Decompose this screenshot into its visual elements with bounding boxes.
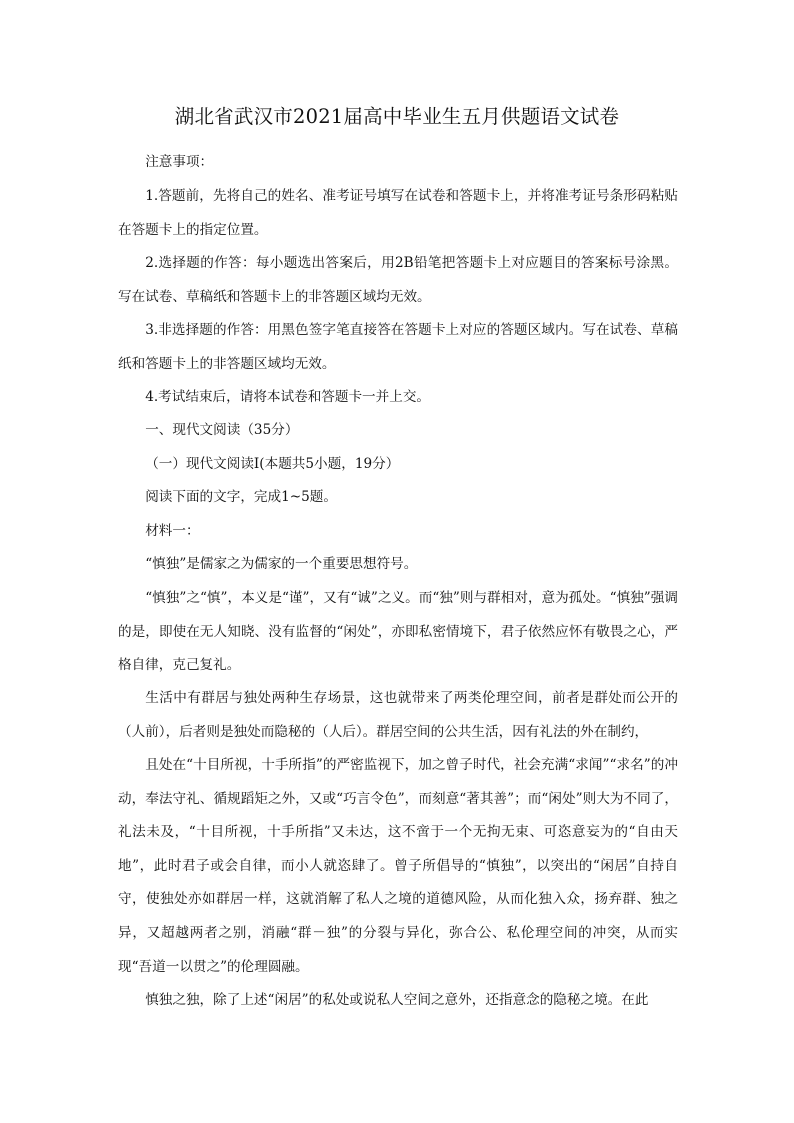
section-heading: 一、现代文阅读（35分） <box>145 422 299 438</box>
document-title: 湖北省武汉市2021届高中毕业生五月供题语文试卷 <box>174 105 620 128</box>
notice-heading: 注意事项： <box>145 154 214 170</box>
subsection-heading: （一）现代文阅读Ⅰ(本题共5小题，19分） <box>145 456 400 472</box>
notice-item-1: 1.答题前，先将自己的姓名、准考证号填写在试卷和答题卡上，并将准考证号条形码粘贴在答题卡上的指定位置。 <box>118 188 678 238</box>
notice-item-3: 3.非选择题的作答：用黑色签字笔直接答在答题卡上对应的答题区域内。写在试卷、草稿纸和答题卡上的非答题区域均无效。 <box>118 322 678 372</box>
material-label: 材料一： <box>145 523 200 539</box>
body-paragraph-2: “慎独”之“慎”，本义是“谨”，又有“诚”之义。而“独”则与群相对，意为孤处。“慎独”强调的是，即使在无人知晓、没有监督的“闲处”，亦即私密情境下，君子依然应怀有敬畏之心，严格自律，克己复礼。 <box>118 590 678 674</box>
body-paragraph-1: “慎独”是儒家之为儒家的一个重要思想符号。 <box>145 556 418 572</box>
body-paragraph-4: 且处在“十目所视，十手所指”的严密监视下，加之曾子时代，社会充满“求闻”“求名”的冲动，奉法守礼、循规蹈矩之外，又或“巧言令色”，而刻意“著其善”；而“闲处”则大为不同了，礼法未及，“十目所视，十手所指”又未达，这不啻于一个无拘无束、可恣意妄为的“自由天地”，此时君子或会自律，而小人就恣肆了。曾子所倡导的“慎独”，以突出的“闲居”自持自守，使独处亦如群居一样，这就消解了私人之境的道德风险，从而化独入众，扬弃群、独之异，又超越两者之别，消融“群－独”的分裂与异化，弥合公、私伦理空间的冲突，从而实现“吾道一以贯之”的伦理圆融。 <box>118 757 678 975</box>
body-paragraph-3: 生活中有群居与独处两种生存场景，这也就带来了两类伦理空间，前者是群处而公开的（人前），后者则是独处而隐秘的（人后）。群居空间的公共生活，因有礼法的外在制约， <box>118 690 678 740</box>
notice-item-4: 4.考试结束后，请将本试卷和答题卡一并上交。 <box>145 389 431 405</box>
notice-item-2: 2.选择题的作答：每小题选出答案后，用2B铅笔把答题卡上对应题目的答案标号涂黑。写在试卷、草稿纸和答题卡上的非答题区域均无效。 <box>118 255 678 305</box>
body-paragraph-5: 慎独之独，除了上述“闲居”的私处或说私人空间之意外，还指意念的隐秘之境。在此 <box>145 992 649 1008</box>
reading-instruction: 阅读下面的文字，完成1~5题。 <box>145 489 337 505</box>
